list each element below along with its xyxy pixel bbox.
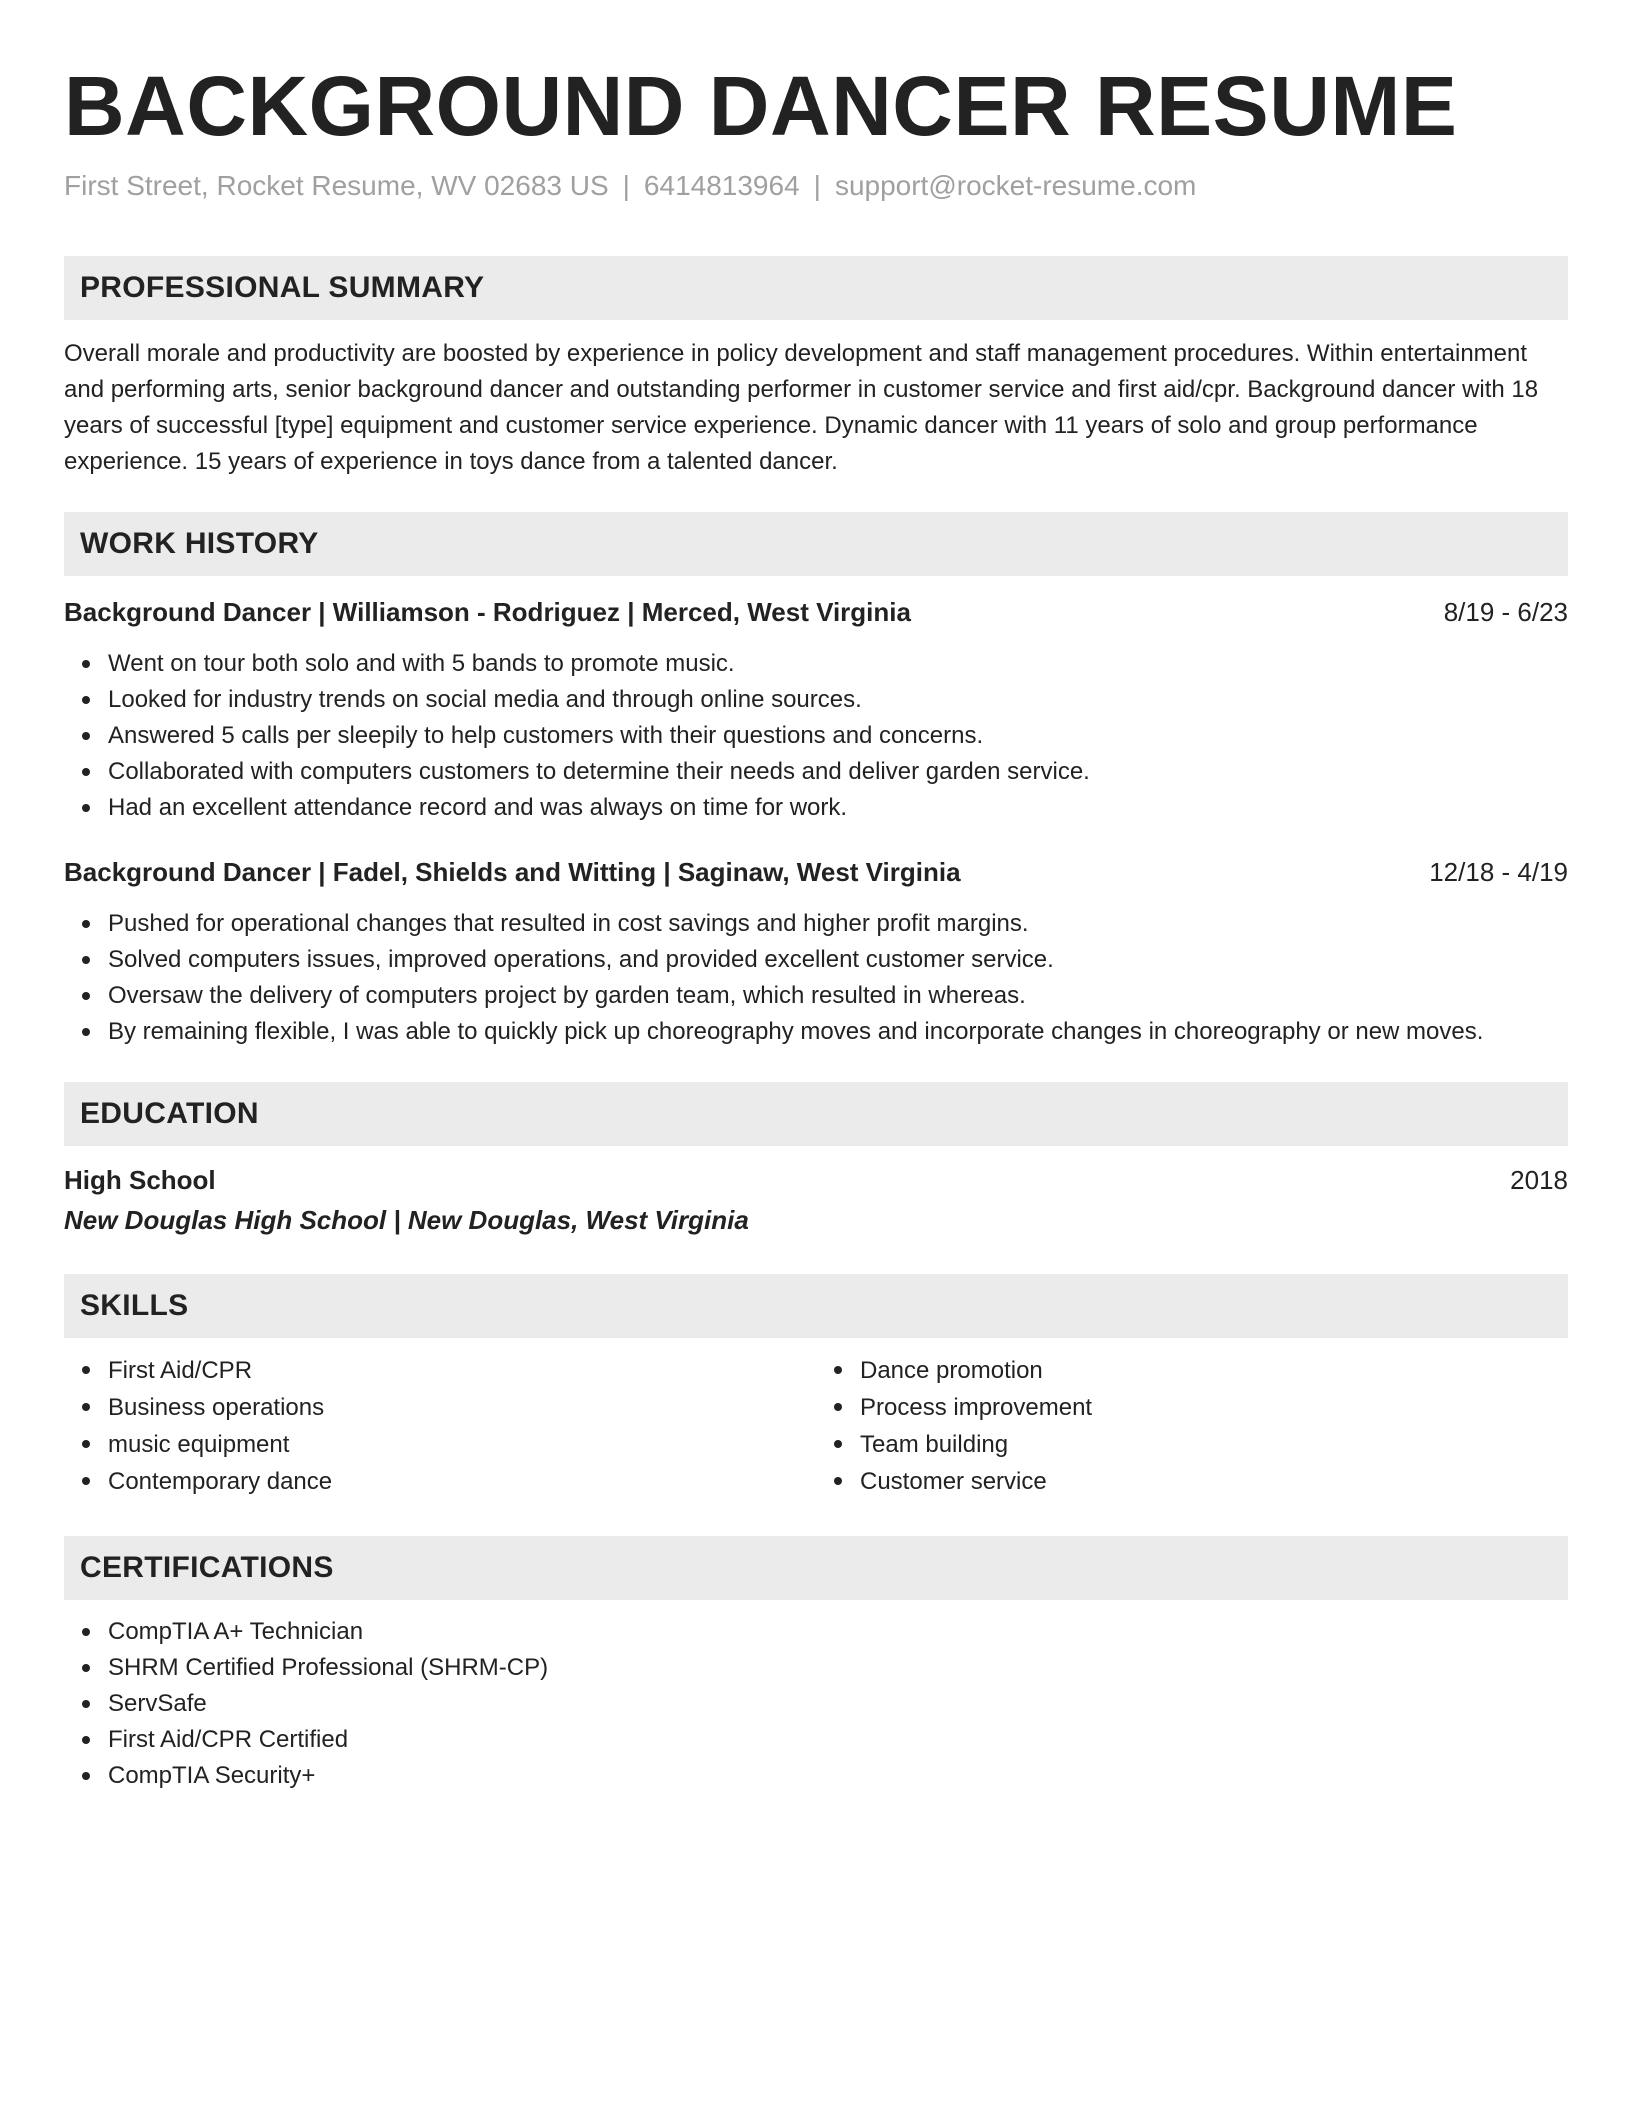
contact-email: support@rocket-resume.com [834, 170, 1197, 201]
contact-separator: | [813, 170, 821, 201]
list-item: Solved computers issues, improved operations, and provided excellent customer service. [64, 942, 1568, 978]
education-school: New Douglas High School | New Douglas, West Virginia [64, 1205, 749, 1235]
job-dates: 12/18 - 4/19 [1429, 857, 1568, 887]
education-degree: High School [64, 1165, 216, 1195]
education-entry-header [64, 1162, 1568, 1198]
skills-column-right [816, 1352, 1568, 1500]
certification-item: CompTIA Security+ [64, 1758, 1568, 1794]
skill-item: First Aid/CPR [64, 1352, 816, 1389]
certifications-list [64, 1614, 1568, 1794]
list-item: Looked for industry trends on social media and through online sources. [64, 682, 1568, 718]
job-entry-header [64, 854, 1568, 890]
job-entry-header [64, 594, 1568, 630]
job-title: Background Dancer | Williamson - Rodriguez | Merced, West Virginia [64, 597, 911, 627]
certification-item: ServSafe [64, 1686, 1568, 1722]
contact-phone: 6414813964 [643, 170, 800, 201]
section-header-work-history: WORK HISTORY [64, 512, 1568, 576]
section-header-certifications: CERTIFICATIONS [64, 1536, 1568, 1600]
skill-item: Dance promotion [816, 1352, 1568, 1389]
summary-text: Overall morale and productivity are boosted by experience in policy development and staff management procedures. Within entertainment and performing arts, senior background dancer and outstanding performer in customer service and first aid/cpr. Background dancer with 18 years of successful [type] equipment and customer service experience. Dynamic dancer with 11 years of solo and group performance experience. 15 years of experience in toys dance from a talented dancer. [64, 340, 1539, 475]
skills-list [816, 1352, 1568, 1500]
certification-item: CompTIA A+ Technician [64, 1614, 1568, 1650]
list-item: Pushed for operational changes that resulted in cost savings and higher profit margins. [64, 906, 1568, 942]
contact-line [64, 168, 1568, 204]
certification-item: SHRM Certified Professional (SHRM-CP) [64, 1650, 1568, 1686]
education-year: 2018 [1510, 1165, 1568, 1195]
skill-item: Contemporary dance [64, 1463, 816, 1500]
skills-grid [64, 1352, 1568, 1500]
skills-list [64, 1352, 816, 1500]
contact-separator: | [622, 170, 630, 201]
job-title: Background Dancer | Fadel, Shields and Witting | Saginaw, West Virginia [64, 857, 961, 887]
list-item: Answered 5 calls per sleepily to help customers with their questions and concerns. [64, 718, 1568, 754]
job-dates: 8/19 - 6/23 [1443, 597, 1568, 627]
resume-title: BACKGROUND DANCER RESUME [64, 59, 1458, 153]
skill-item: Process improvement [816, 1389, 1568, 1426]
skills-column-left [64, 1352, 816, 1500]
job-bullets [64, 906, 1568, 1050]
list-item: Went on tour both solo and with 5 bands to promote music. [64, 646, 1568, 682]
list-item: Collaborated with computers customers to determine their needs and deliver garden service. [64, 754, 1568, 790]
section-header-skills: SKILLS [64, 1274, 1568, 1338]
list-item: By remaining flexible, I was able to quickly pick up choreography moves and incorporate changes in choreography or new moves. [64, 1014, 1568, 1050]
list-item: Had an excellent attendance record and was always on time for work. [64, 790, 1568, 826]
contact-address: First Street, Rocket Resume, WV 02683 US [64, 170, 609, 201]
section-header-summary: PROFESSIONAL SUMMARY [64, 256, 1568, 320]
section-header-education: EDUCATION [64, 1082, 1568, 1146]
certification-item: First Aid/CPR Certified [64, 1722, 1568, 1758]
job-bullets [64, 646, 1568, 826]
list-item: Oversaw the delivery of computers project by garden team, which resulted in whereas. [64, 978, 1568, 1014]
skill-item: Customer service [816, 1463, 1568, 1500]
skill-item: Team building [816, 1426, 1568, 1463]
skill-item: Business operations [64, 1389, 816, 1426]
skill-item: music equipment [64, 1426, 816, 1463]
